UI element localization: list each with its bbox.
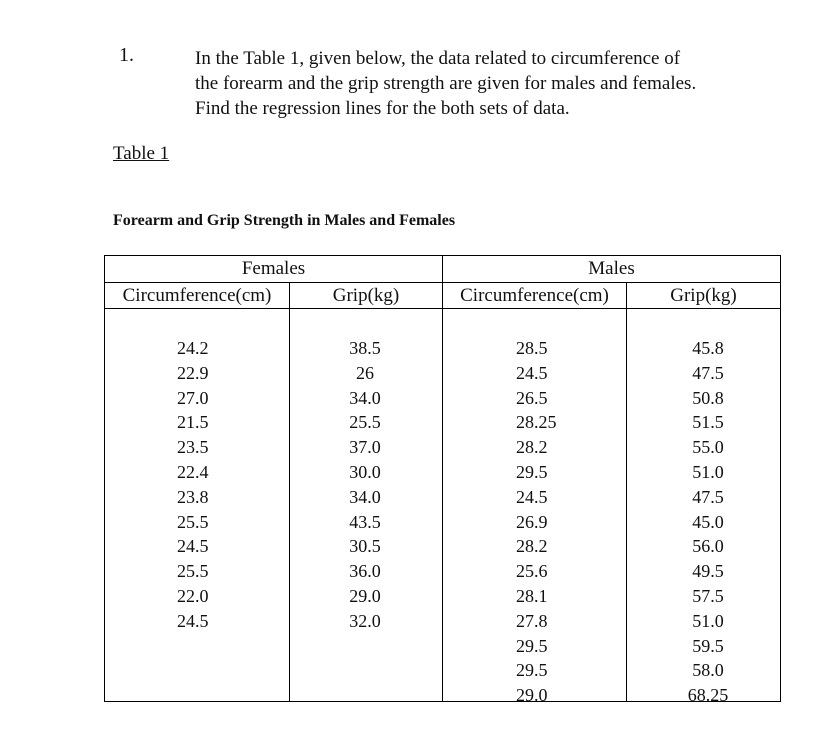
column-header: Grip(kg)	[670, 285, 737, 306]
table-cell: 68.25	[687, 685, 729, 706]
table-cell: 22.9	[177, 362, 209, 383]
column-divider	[626, 283, 627, 701]
table-label: Table 1	[113, 143, 170, 164]
column-divider	[289, 283, 290, 701]
table-cell: 22.4	[177, 461, 209, 482]
table-cell: 55.0	[692, 437, 724, 458]
table-cell: 56.0	[692, 536, 724, 557]
table-cell: 47.5	[692, 362, 724, 383]
table-cell: 24.5	[516, 362, 548, 383]
table-cell: 26	[356, 362, 374, 383]
question-line: the forearm and the grip strength are given for males and females.	[195, 73, 697, 94]
table-cell: 34.0	[349, 486, 381, 507]
table-cell: 26.5	[516, 387, 548, 408]
table-title: Forearm and Grip Strength in Males and Females	[113, 212, 456, 229]
table-cell: 24.5	[177, 536, 209, 557]
table-cell: 51.0	[692, 461, 724, 482]
table-cell: 29.5	[516, 660, 548, 681]
table-cell: 32.0	[349, 610, 381, 631]
table-cell: 45.8	[692, 338, 724, 358]
table-cell: 43.5	[349, 511, 381, 532]
group-divider	[442, 256, 443, 701]
table-cell: 27.0	[177, 387, 209, 408]
table-cell: 45.0	[692, 511, 724, 532]
table-cell: 29.5	[516, 635, 548, 656]
table-cell: 28.5	[516, 338, 548, 358]
male-circumference-column	[516, 336, 576, 708]
table-cell: 30.5	[349, 536, 381, 557]
table-cell: 51.0	[692, 610, 724, 631]
female-circumference-column	[177, 336, 237, 634]
table-cell: 24.2	[177, 338, 209, 358]
table-cell: 29.0	[516, 685, 548, 706]
table-cell: 28.2	[516, 536, 548, 557]
table-cell: 26.9	[516, 511, 548, 532]
column-header: Circumference(cm)	[460, 285, 609, 306]
females-header: Females	[241, 258, 306, 279]
table-cell: 24.5	[516, 486, 548, 507]
table-cell: 29.0	[349, 585, 381, 606]
table-cell: 23.8	[177, 486, 209, 507]
female-grip-column	[330, 336, 400, 634]
question-line: In the Table 1, given below, the data related to circumference of	[195, 48, 681, 69]
table-cell: 37.0	[349, 437, 381, 458]
table-cell: 47.5	[692, 486, 724, 507]
header-rule	[105, 282, 780, 283]
table-cell: 27.8	[516, 610, 548, 631]
table-cell: 24.5	[177, 610, 209, 631]
table-cell: 25.5	[177, 511, 209, 532]
table-cell: 58.0	[692, 660, 724, 681]
data-table	[104, 255, 781, 706]
table-cell: 51.5	[692, 412, 724, 433]
question-line: Find the regression lines for the both sets of data.	[195, 98, 570, 119]
table-cell: 21.5	[177, 412, 209, 433]
table-cell: 23.5	[177, 437, 209, 458]
male-grip-column	[673, 336, 743, 708]
table-cell: 36.0	[349, 561, 381, 582]
question-text	[195, 46, 795, 121]
question-number: 1.	[119, 44, 134, 66]
table-cell: 28.2	[516, 437, 548, 458]
column-header: Grip(kg)	[332, 285, 400, 306]
header-rule	[105, 308, 780, 309]
table-cell: 34.0	[349, 387, 381, 408]
table-cell: 59.5	[692, 635, 724, 656]
table-cell: 38.5	[349, 338, 381, 358]
table-cell: 25.5	[349, 412, 381, 433]
table-cell: 50.8	[692, 387, 724, 408]
table-cell: 25.6	[516, 561, 548, 582]
table-cell: 28.25	[516, 412, 557, 433]
table-cell: 29.5	[516, 461, 548, 482]
table-cell: 30.0	[349, 461, 381, 482]
males-header: Males	[588, 258, 635, 279]
table-cell: 49.5	[692, 561, 724, 582]
table-cell: 57.5	[692, 585, 724, 606]
table-cell: 28.1	[516, 585, 548, 606]
column-header: Circumference(cm)	[122, 285, 272, 306]
table-cell: 25.5	[177, 561, 209, 582]
table-cell: 22.0	[177, 585, 209, 606]
